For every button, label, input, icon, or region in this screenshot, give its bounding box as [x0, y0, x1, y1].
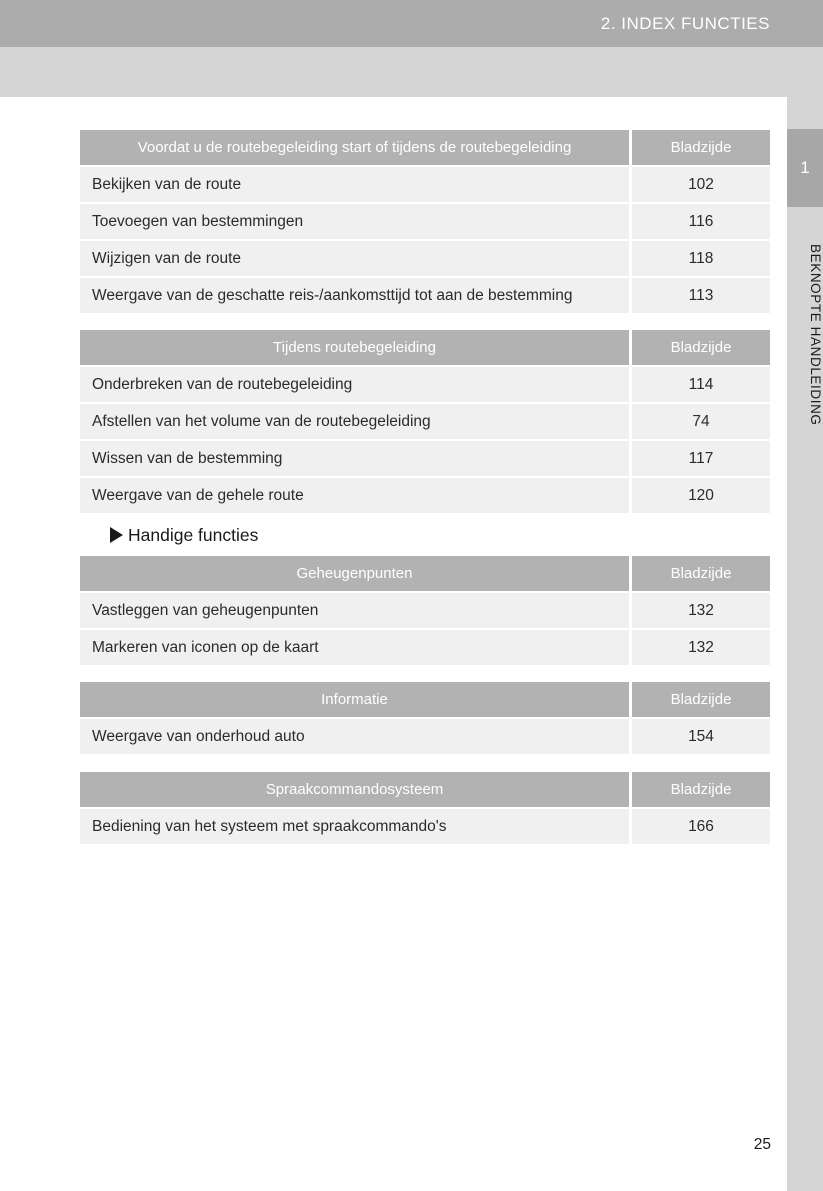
row-page-number: 166 [632, 809, 770, 844]
section-heading-handy-functions [110, 522, 258, 548]
table-header-title: Geheugenpunten [80, 556, 629, 591]
table-header-title: Tijdens routebegeleiding [80, 330, 629, 365]
table-header-page-column: Bladzijde [632, 772, 770, 807]
row-page-number: 116 [632, 204, 770, 239]
row-label: Onderbreken van de routebegeleiding [80, 367, 629, 402]
table-header-row [80, 330, 770, 365]
table-row [80, 367, 770, 402]
row-page-number: 132 [632, 593, 770, 628]
row-label: Weergave van de geschatte reis-/aankomsttijd tot aan de bestemming [80, 278, 629, 313]
row-page-number: 154 [632, 719, 770, 754]
table-row [80, 630, 770, 665]
row-page-number: 102 [632, 167, 770, 202]
table-row [80, 167, 770, 202]
table-header-row [80, 556, 770, 591]
table-row [80, 441, 770, 476]
row-label: Markeren van iconen op de kaart [80, 630, 629, 665]
index-table-voice-command-system [80, 772, 770, 846]
table-row [80, 719, 770, 754]
row-label: Weergave van onderhoud auto [80, 719, 629, 754]
table-header-page-column: Bladzijde [632, 130, 770, 165]
header-band [0, 47, 823, 97]
row-label: Toevoegen van bestemmingen [80, 204, 629, 239]
table-header-page-column: Bladzijde [632, 682, 770, 717]
page-number: 25 [753, 1136, 771, 1153]
table-row [80, 478, 770, 513]
row-label: Afstellen van het volume van de routebegeleiding [80, 404, 629, 439]
table-header-row [80, 682, 770, 717]
index-table-information [80, 682, 770, 756]
chapter-header-title: 2. INDEX FUNCTIES [600, 13, 770, 33]
table-header-title: Voordat u de routebegeleiding start of tijdens de routebegeleiding [80, 130, 629, 165]
row-page-number: 118 [632, 241, 770, 276]
table-header-row [80, 772, 770, 807]
row-page-number: 117 [632, 441, 770, 476]
chapter-tab: 1 [787, 129, 823, 207]
table-row [80, 241, 770, 276]
section-heading-label: Handige functies [128, 524, 259, 545]
table-header-page-column: Bladzijde [632, 330, 770, 365]
chapter-vertical-label: BEKNOPTE HANDLEIDING [808, 244, 823, 426]
table-header-row [80, 130, 770, 165]
table-header-page-column: Bladzijde [632, 556, 770, 591]
right-triangle-icon [110, 527, 123, 543]
table-header-title: Informatie [80, 682, 629, 717]
index-table-during-route-guidance [80, 330, 770, 515]
row-page-number: 113 [632, 278, 770, 313]
row-label: Vastleggen van geheugenpunten [80, 593, 629, 628]
row-page-number: 114 [632, 367, 770, 402]
row-page-number: 132 [632, 630, 770, 665]
row-page-number: 120 [632, 478, 770, 513]
row-label: Bediening van het systeem met spraakcommando's [80, 809, 629, 844]
table-row [80, 404, 770, 439]
index-table-before-route-guidance [80, 130, 770, 315]
row-page-number: 74 [632, 404, 770, 439]
index-table-memory-points [80, 556, 770, 667]
table-row [80, 204, 770, 239]
row-label: Wissen van de bestemming [80, 441, 629, 476]
row-label: Weergave van de gehele route [80, 478, 629, 513]
chapter-header-bar [0, 0, 823, 47]
table-header-title: Spraakcommandosysteem [80, 772, 629, 807]
table-row [80, 809, 770, 844]
row-label: Bekijken van de route [80, 167, 629, 202]
table-row [80, 593, 770, 628]
table-row [80, 278, 770, 313]
row-label: Wijzigen van de route [80, 241, 629, 276]
